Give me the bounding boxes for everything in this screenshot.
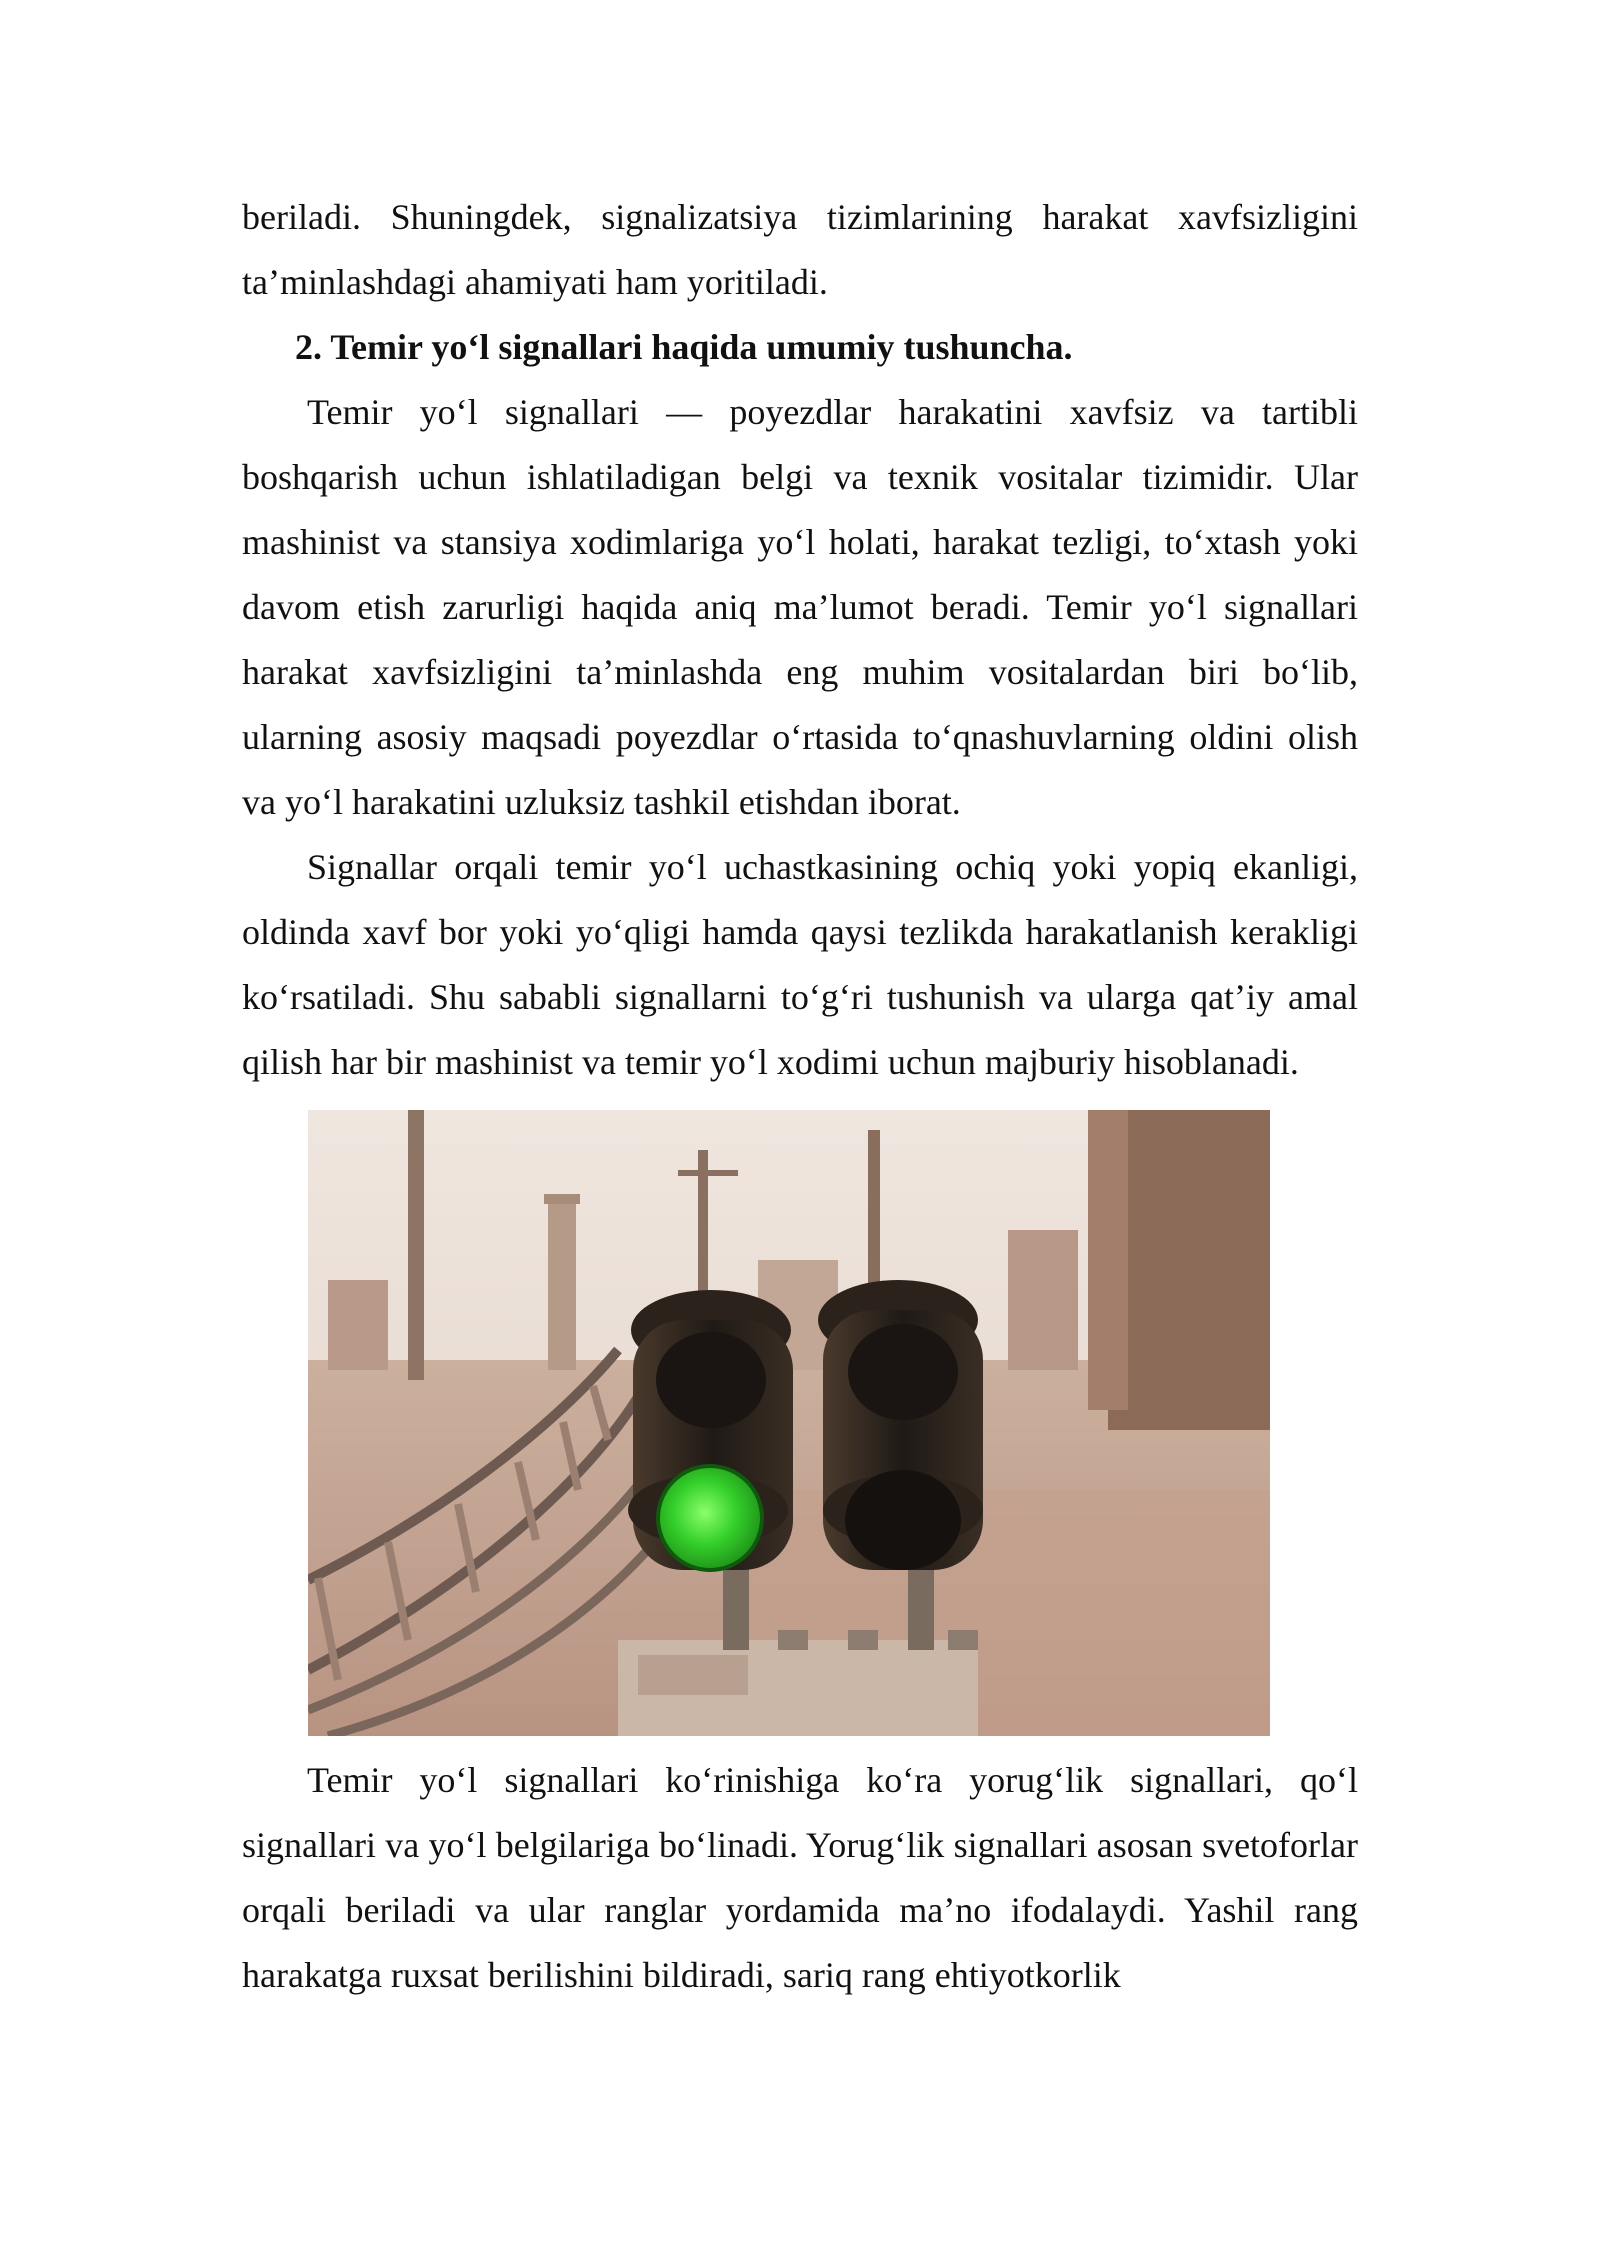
paragraph-signal-purpose: Signallar orqali temir yo‘l uchastkasining ochiq yoki yopiq ekanligi, oldinda xavf bor yoki yo‘qligi hamda qaysi tezlikda harakatlanish kerakligi ko‘rsatiladi. Shu sababli signallarni to‘g‘ri tushunish va ularga qat’iy amal qilish har bir mashinist va temir yo‘l xodimi uchun majburiy hisoblanadi. (242, 847, 1358, 1082)
section-heading: 2. Temir yo‘l signallari haqida umumiy tushuncha. (295, 327, 1073, 367)
paragraph-intro-continuation: beriladi. Shuningdek, signalizatsiya tizimlarining harakat xavfsizligini ta’minlashdagi ahamiyati ham yoritiladi. (242, 197, 1358, 302)
paragraph-signal-types: Temir yo‘l signallari ko‘rinishiga ko‘ra yorug‘lik signallari, qo‘l signallari va yo‘l belgilariga bo‘linadi. Yorug‘lik signallari asosan svetoforlar orqali beriladi va ular ranglar yordamida ma’no ifodalaydi. Yashil rang harakatga ruxsat berilishini bildiradi, sariq rang ehtiyotkorlik (242, 1760, 1358, 1995)
railway-signal-photo (308, 1110, 1270, 1736)
paragraph-definition: Temir yo‘l signallari — poyezdlar harakatini xavfsiz va tartibli boshqarish uchun ishlatiladigan belgi va texnik vositalar tizimidir. Ular mashinist va stansiya xodimlariga yo‘l holati, harakat tezligi, to‘xtash yoki davom etish zarurligi haqida aniq ma’lumot beradi. Temir yo‘l signallari harakat xavfsizligini ta’minlashda eng muhim vositalardan biri bo‘lib, ularning asosiy maqsadi poyezdlar o‘rtasida to‘qnashuvlarning oldini olish va yo‘l harakatini uzluksiz tashkil etishdan iborat. (242, 392, 1358, 822)
document-page (242, 185, 1358, 2008)
